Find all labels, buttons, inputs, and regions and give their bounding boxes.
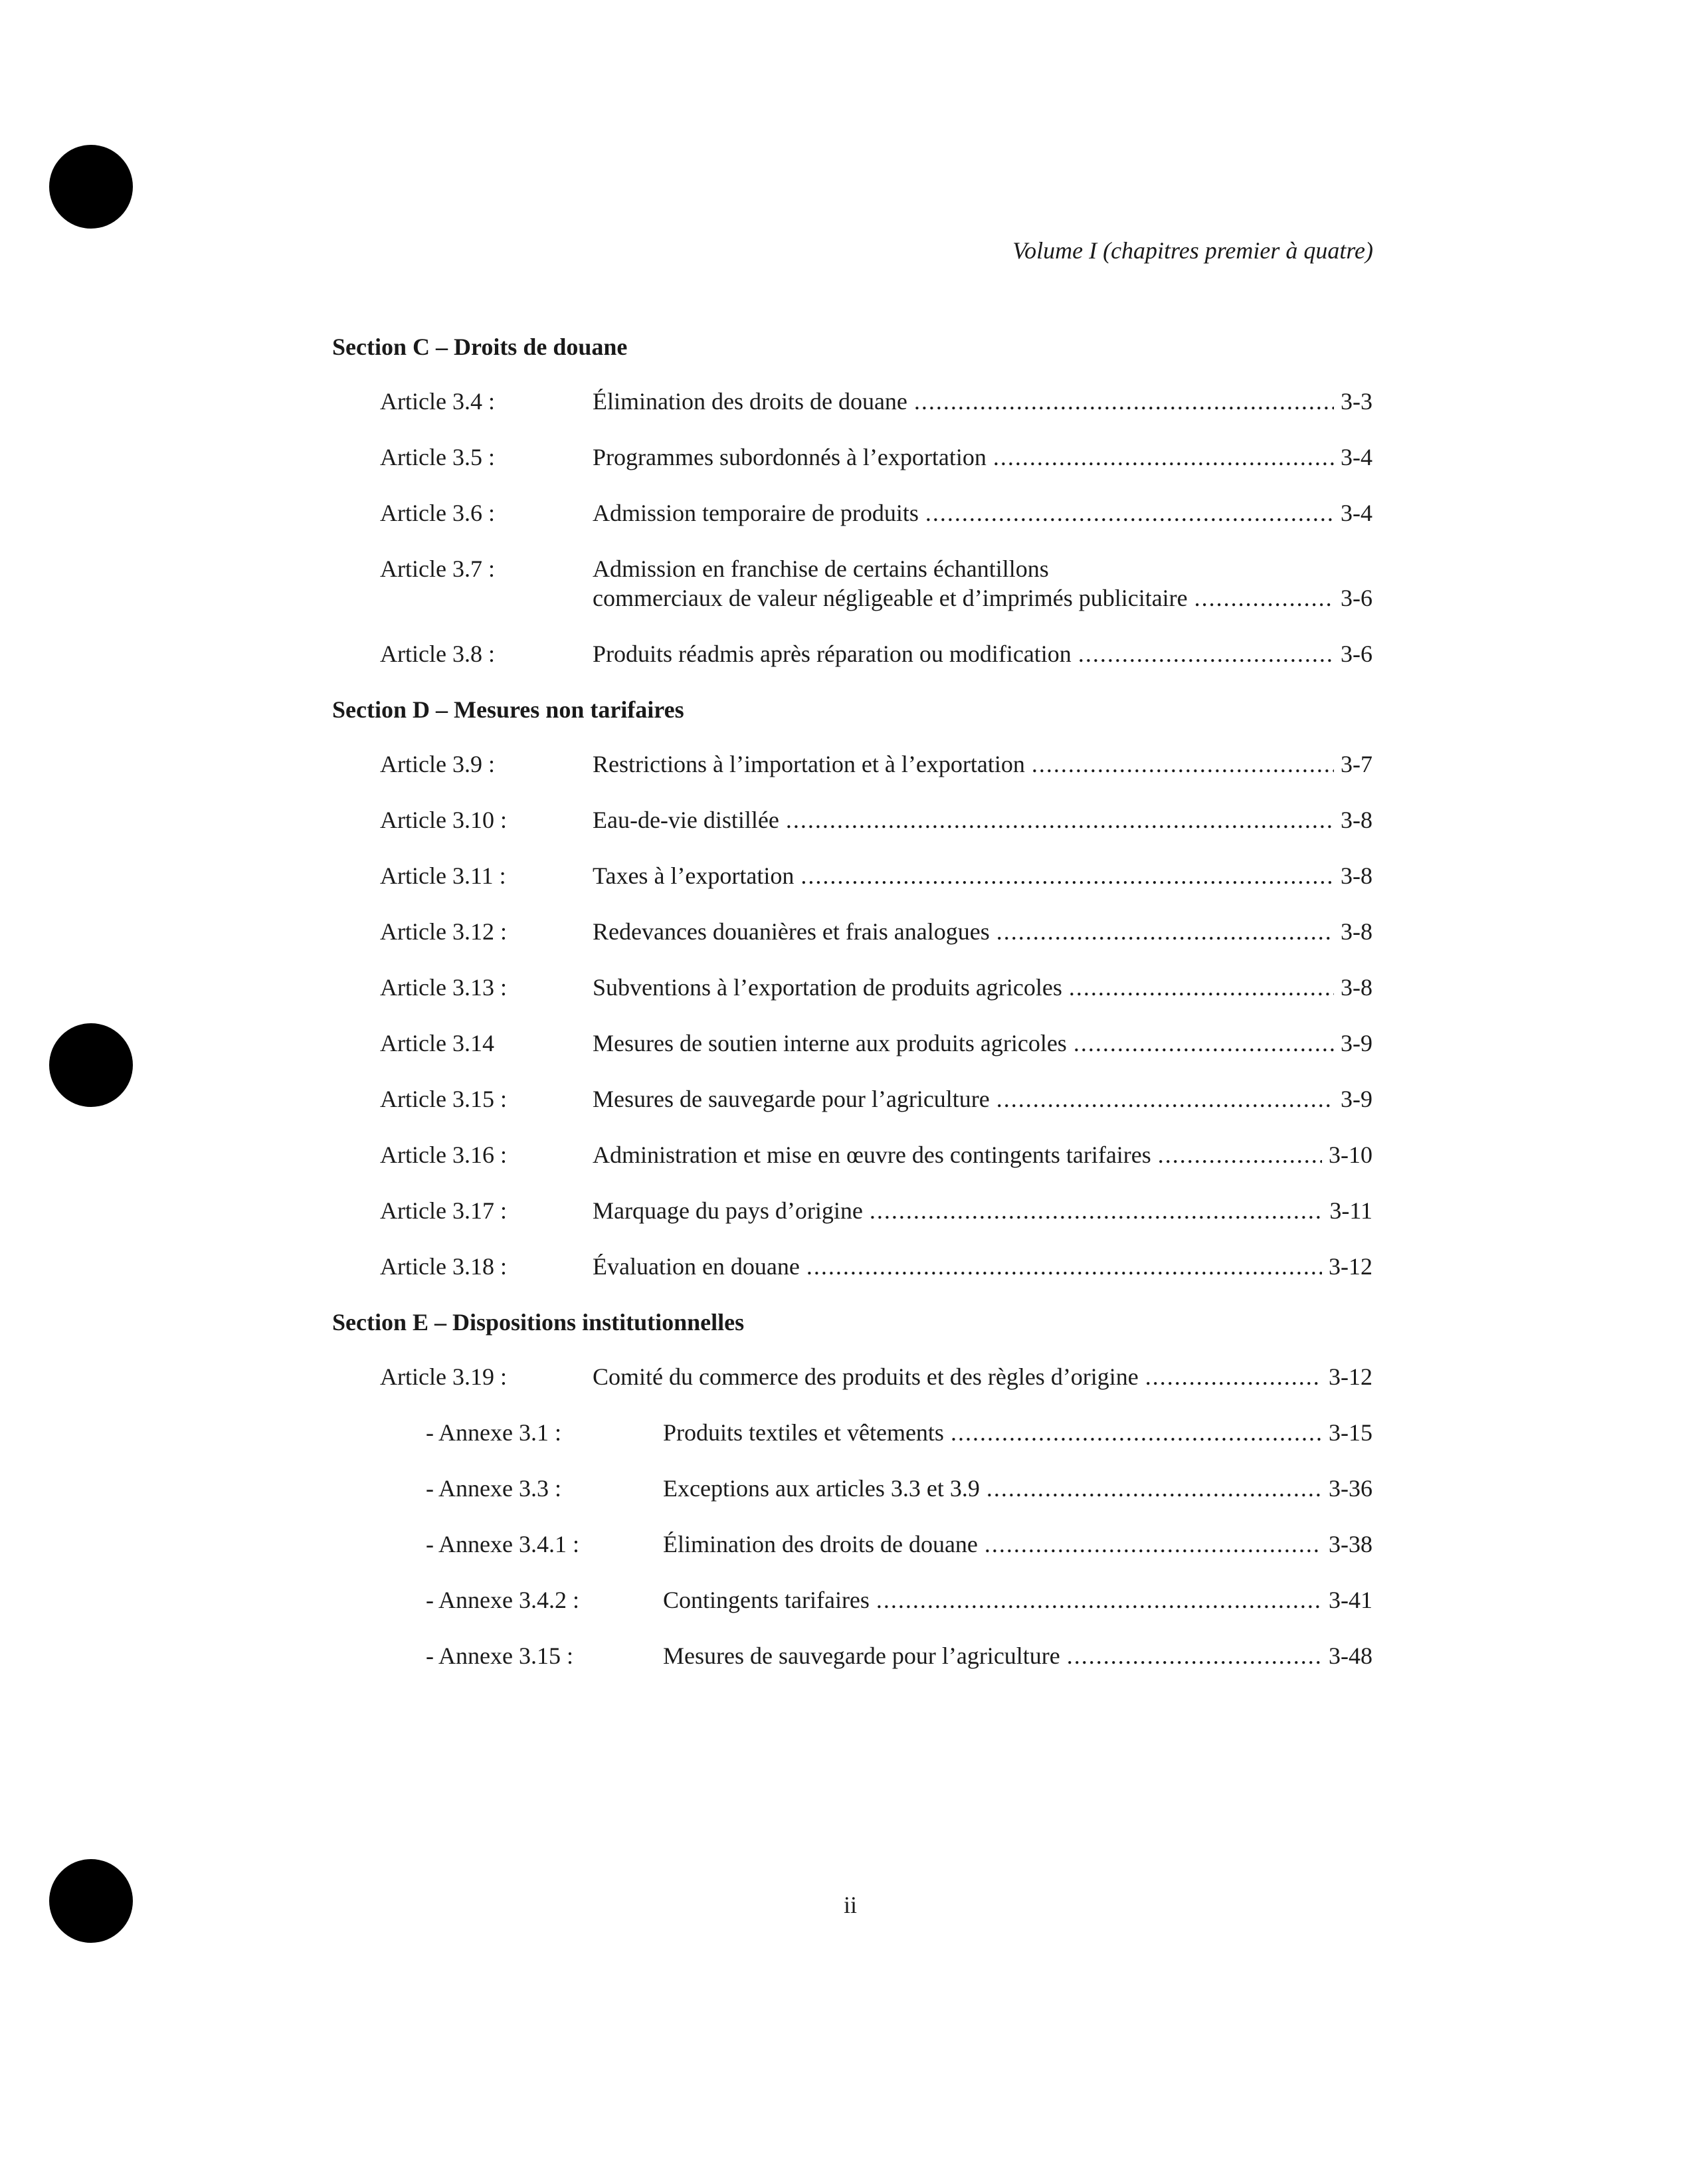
toc-article-entry[interactable] — [332, 805, 1372, 835]
toc-article-entry[interactable] — [332, 1084, 1372, 1114]
toc-article-entry[interactable] — [332, 861, 1372, 890]
dot-leader — [786, 805, 1334, 835]
entry-label: - Annexe 3.1 : — [426, 1419, 561, 1446]
toc-annex-entry[interactable] — [332, 1585, 1372, 1615]
dot-leader — [876, 1585, 1322, 1615]
entry-label: Article 3.10 : — [380, 807, 507, 833]
entry-title: Mesures de sauvegarde pour l’agriculture — [593, 1086, 990, 1112]
toc-section — [332, 332, 1372, 668]
entry-page-number: 3-9 — [1341, 1030, 1372, 1056]
table-of-contents — [332, 332, 1372, 1697]
entry-page-number: 3-36 — [1329, 1475, 1372, 1502]
dot-leader — [870, 1196, 1323, 1225]
dot-leader — [1032, 749, 1334, 779]
entry-page-number: 3-12 — [1329, 1253, 1372, 1280]
toc-article-entry[interactable] — [332, 1362, 1372, 1391]
entry-title: Mesures de sauvegarde pour l’agriculture — [663, 1642, 1060, 1669]
toc-article-entry[interactable] — [332, 917, 1372, 946]
entry-label: Article 3.12 : — [380, 918, 507, 945]
entry-page-number: 3-15 — [1329, 1419, 1372, 1446]
entry-page-number: 3-8 — [1341, 974, 1372, 1001]
dot-leader — [1145, 1362, 1322, 1391]
entry-page-number: 3-7 — [1341, 751, 1372, 777]
punch-hole-middle — [49, 1023, 133, 1107]
entry-label: Article 3.18 : — [380, 1253, 507, 1280]
dot-leader — [996, 917, 1334, 946]
entry-title: commerciaux de valeur négligeable et d’imprimés publicitaire — [593, 585, 1188, 611]
entry-label: Article 3.14 — [380, 1030, 494, 1056]
entry-label: Article 3.15 : — [380, 1086, 507, 1112]
toc-annex-entry[interactable] — [332, 1474, 1372, 1503]
entry-page-number: 3-4 — [1341, 444, 1372, 470]
dot-leader — [1158, 1140, 1322, 1169]
toc-annex-entry[interactable] — [332, 1641, 1372, 1670]
toc-article-entry[interactable] — [332, 1252, 1372, 1281]
toc-article-entry[interactable] — [332, 973, 1372, 1002]
entry-page-number: 3-6 — [1341, 585, 1372, 611]
toc-article-entry[interactable] — [332, 1029, 1372, 1058]
toc-section — [332, 695, 1372, 1281]
entry-page-number: 3-11 — [1329, 1197, 1372, 1224]
entry-label: Article 3.7 : — [380, 555, 495, 582]
dot-leader — [993, 443, 1334, 472]
dot-leader — [996, 1084, 1334, 1114]
entry-page-number: 3-38 — [1329, 1531, 1372, 1557]
toc-section — [332, 1308, 1372, 1670]
dot-leader — [1069, 973, 1334, 1002]
entry-label: - Annexe 3.4.2 : — [426, 1587, 579, 1613]
entry-label: Article 3.17 : — [380, 1197, 507, 1224]
dot-leader — [951, 1418, 1322, 1447]
entry-label: Article 3.19 : — [380, 1363, 507, 1390]
toc-article-entry[interactable] — [332, 1140, 1372, 1169]
entry-page-number: 3-10 — [1329, 1142, 1372, 1168]
entry-label: Article 3.13 : — [380, 974, 507, 1001]
punch-hole-bottom — [49, 1859, 133, 1943]
entry-page-number: 3-41 — [1329, 1587, 1372, 1613]
entry-title: Contingents tarifaires — [663, 1587, 870, 1613]
entry-title: Taxes à l’exportation — [593, 862, 795, 889]
entry-title: Produits textiles et vêtements — [663, 1419, 944, 1446]
punch-hole-top — [49, 145, 133, 229]
page-number: ii — [844, 1892, 858, 1918]
dot-leader — [1078, 639, 1334, 668]
entry-label: Article 3.11 : — [380, 862, 506, 889]
toc-annex-entry[interactable] — [332, 1530, 1372, 1559]
entry-title: Comité du commerce des produits et des règles d’origine — [593, 1363, 1139, 1390]
entry-page-number: 3-9 — [1341, 1086, 1372, 1112]
entry-page-number: 3-4 — [1341, 500, 1372, 526]
dot-leader — [987, 1474, 1322, 1503]
entry-label: Article 3.16 : — [380, 1142, 507, 1168]
entry-title: Exceptions aux articles 3.3 et 3.9 — [663, 1475, 980, 1502]
dot-leader — [1074, 1029, 1334, 1058]
entry-title: Eau-de-vie distillée — [593, 807, 779, 833]
entry-title: Marquage du pays d’origine — [593, 1197, 863, 1224]
toc-annex-entry[interactable] — [332, 1418, 1372, 1447]
dot-leader — [801, 861, 1334, 890]
dot-leader — [925, 498, 1334, 528]
toc-article-entry[interactable] — [332, 443, 1372, 472]
entry-title: Programmes subordonnés à l’exportation — [593, 444, 987, 470]
section-heading: Section E – Dispositions institutionnelles — [332, 1309, 745, 1336]
entry-page-number: 3-12 — [1329, 1363, 1372, 1390]
section-heading: Section C – Droits de douane — [332, 334, 628, 360]
entry-label: - Annexe 3.3 : — [426, 1475, 561, 1502]
entry-title: Évaluation en douane — [593, 1253, 800, 1280]
dot-leader — [806, 1252, 1322, 1281]
section-heading: Section D – Mesures non tarifaires — [332, 696, 684, 723]
entry-title: Restrictions à l’importation et à l’exportation — [593, 751, 1025, 777]
entry-label: - Annexe 3.15 : — [426, 1642, 573, 1669]
toc-article-entry[interactable] — [332, 387, 1372, 416]
entry-title: Mesures de soutien interne aux produits agricoles — [593, 1030, 1067, 1056]
toc-article-entry[interactable] — [332, 498, 1372, 528]
entry-title: Admission en franchise de certains échantillons — [593, 555, 1049, 582]
toc-article-entry[interactable] — [332, 639, 1372, 668]
dot-leader — [985, 1530, 1322, 1559]
entry-page-number: 3-6 — [1341, 641, 1372, 667]
entry-label: Article 3.5 : — [380, 444, 495, 470]
entry-title: Redevances douanières et frais analogues — [593, 918, 990, 945]
entry-title: Élimination des droits de douane — [663, 1531, 978, 1557]
dot-leader — [914, 387, 1334, 416]
toc-article-entry[interactable] — [332, 749, 1372, 779]
entry-title: Admission temporaire de produits — [593, 500, 919, 526]
entry-label: - Annexe 3.4.1 : — [426, 1531, 579, 1557]
entry-title: Produits réadmis après réparation ou modification — [593, 641, 1072, 667]
entry-page-number: 3-8 — [1341, 862, 1372, 889]
entry-title: Subventions à l’exportation de produits agricoles — [593, 974, 1062, 1001]
toc-article-entry[interactable] — [332, 554, 1372, 613]
entry-title: Élimination des droits de douane — [593, 388, 907, 415]
entry-title: Administration et mise en œuvre des contingents tarifaires — [593, 1142, 1151, 1168]
running-header: Volume I (chapitres premier à quatre) — [1012, 237, 1373, 264]
dot-leader — [1067, 1641, 1322, 1670]
entry-page-number: 3-48 — [1329, 1642, 1372, 1669]
entry-page-number: 3-8 — [1341, 807, 1372, 833]
entry-label: Article 3.6 : — [380, 500, 495, 526]
dot-leader — [1194, 583, 1334, 613]
entry-label: Article 3.8 : — [380, 641, 495, 667]
entry-page-number: 3-8 — [1341, 918, 1372, 945]
entry-label: Article 3.4 : — [380, 388, 495, 415]
entry-label: Article 3.9 : — [380, 751, 495, 777]
toc-article-entry[interactable] — [332, 1196, 1372, 1225]
entry-page-number: 3-3 — [1341, 388, 1372, 415]
